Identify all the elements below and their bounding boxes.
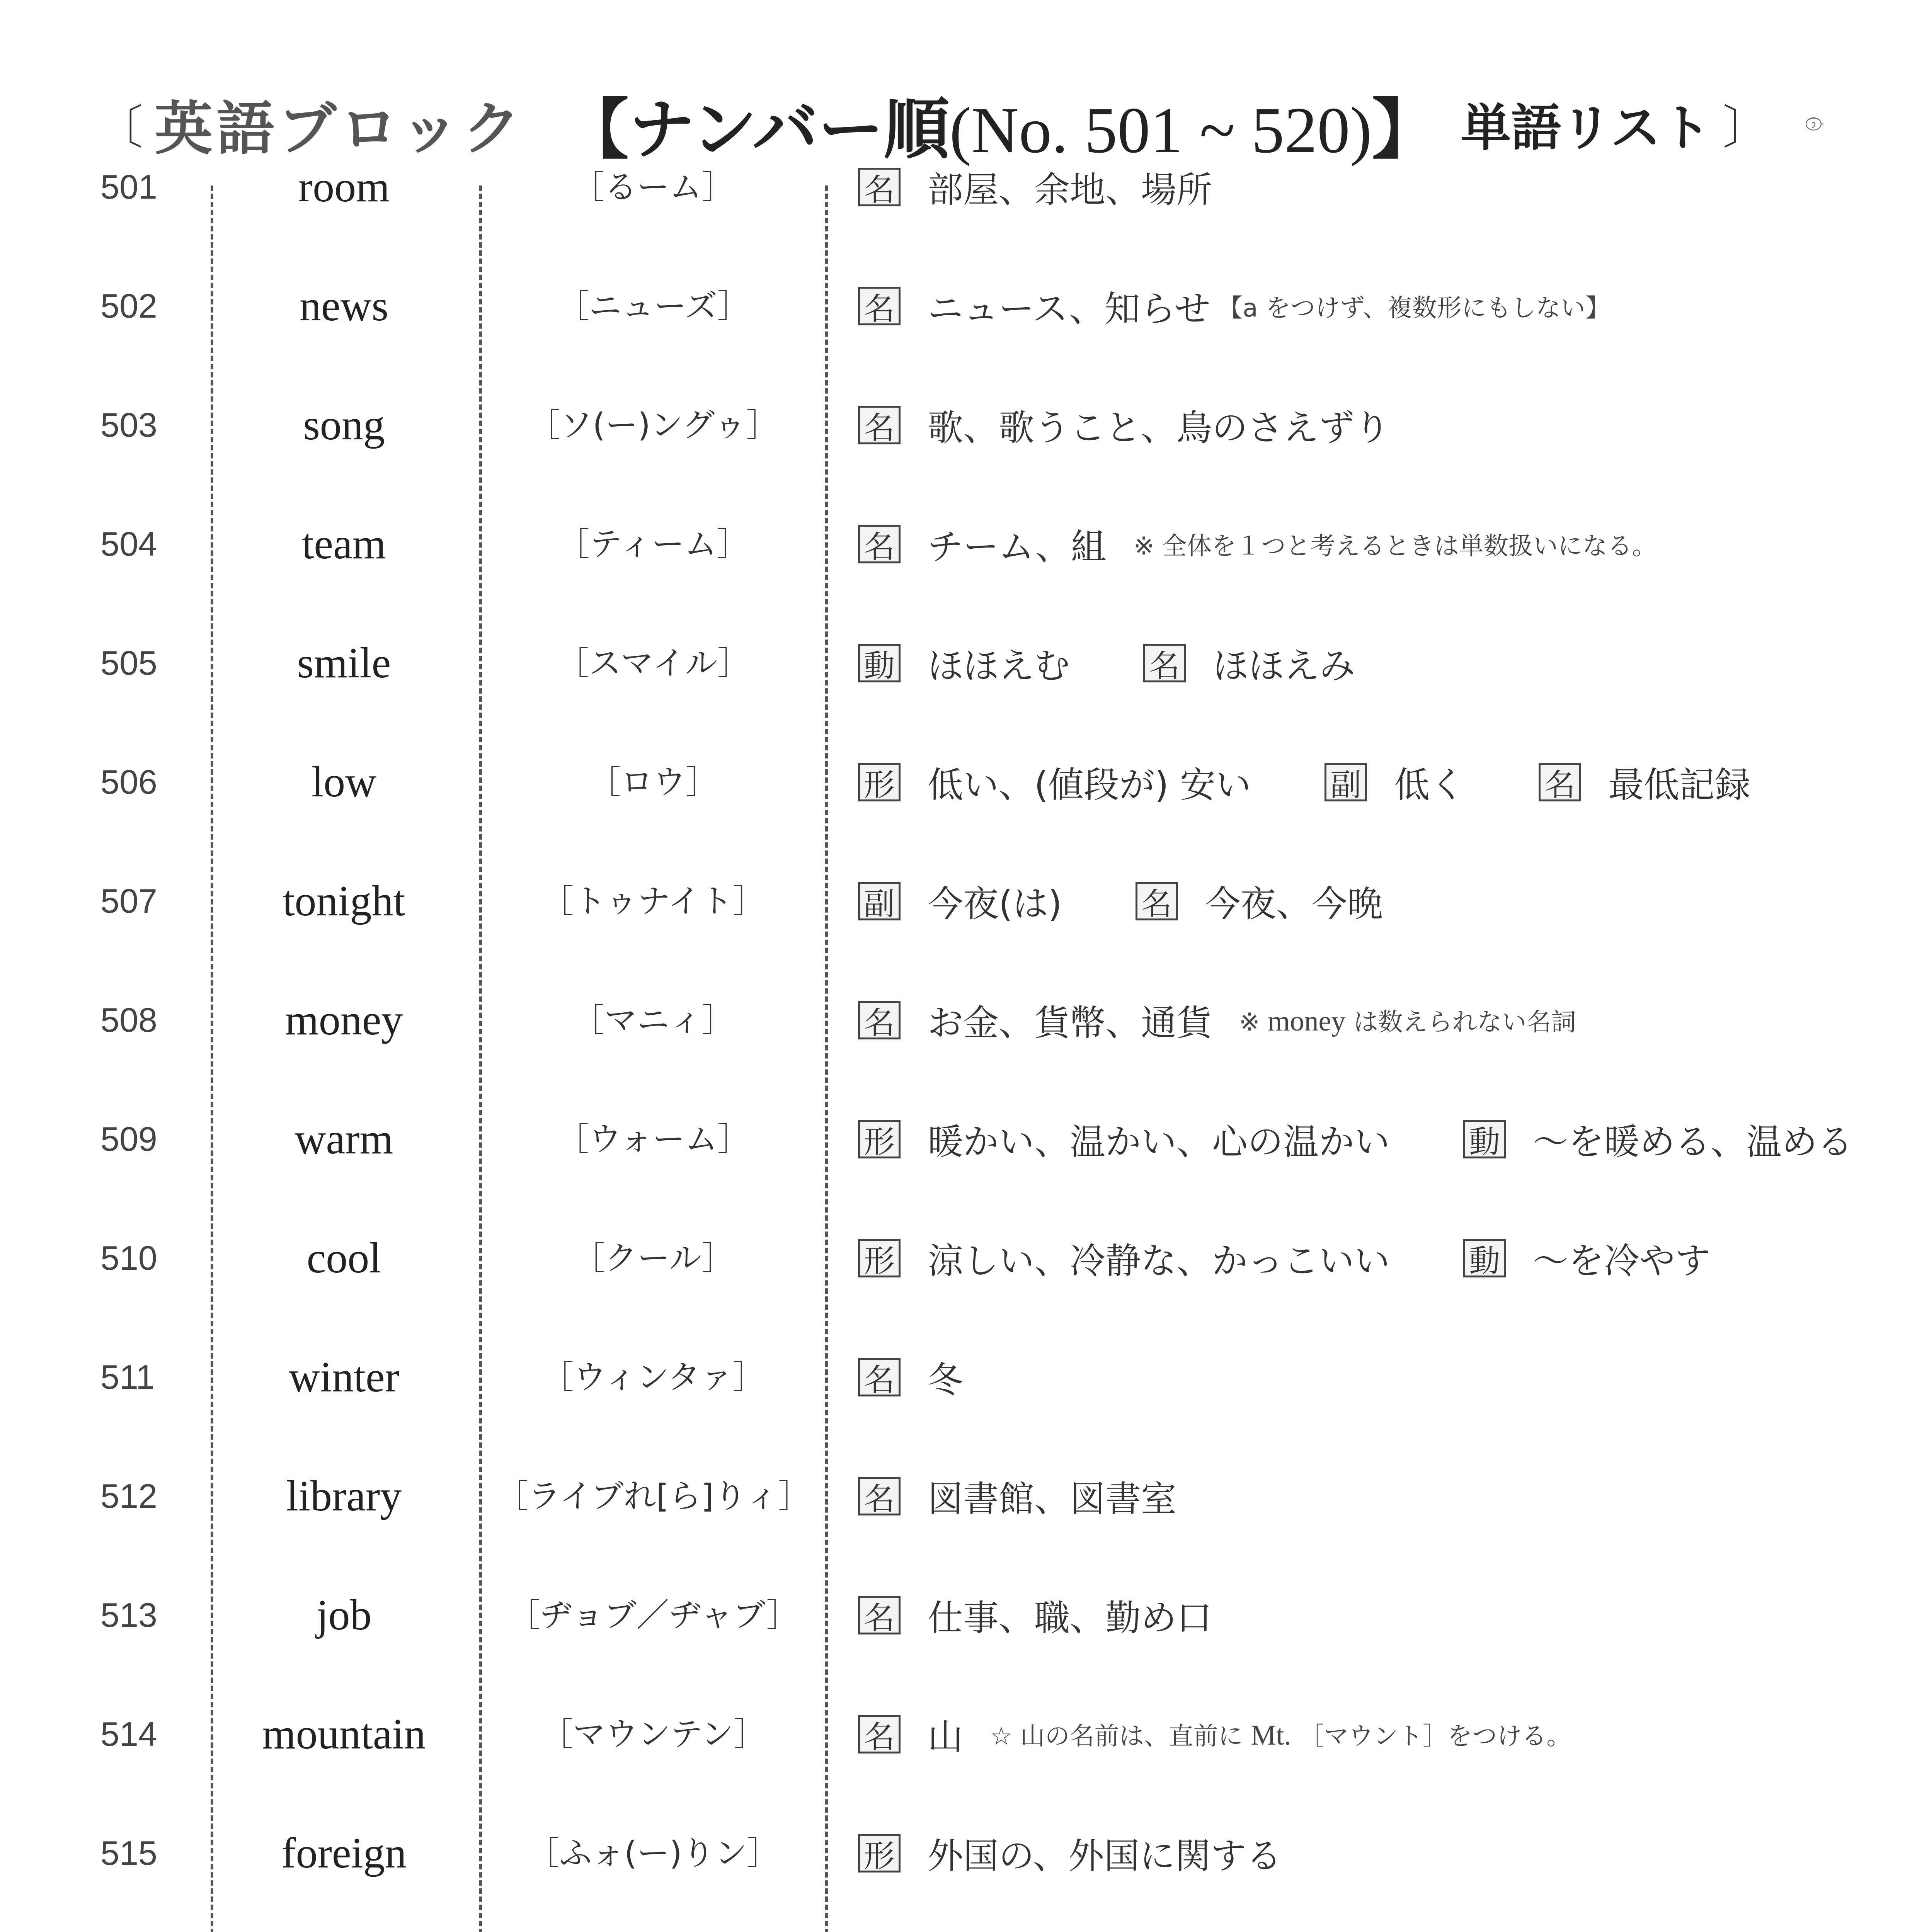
english-word: job — [316, 1591, 372, 1639]
meaning — [858, 366, 1882, 485]
part-of-speech-badge: 名 — [1539, 763, 1581, 801]
english-word: news — [299, 282, 389, 330]
meaning — [858, 1556, 1882, 1675]
part-of-speech-badge: 副 — [858, 882, 901, 920]
title-end: 】 — [1372, 91, 1438, 168]
word-row — [0, 1794, 1917, 1913]
english-word: smile — [297, 639, 391, 687]
word-row — [0, 1556, 1917, 1675]
japanese-gloss: 歌、歌うこと、鳥のさえずり — [928, 407, 1390, 449]
meaning — [858, 723, 1882, 842]
pronunciation: ［ヂョブ／ヂャブ］ — [507, 1596, 799, 1634]
word-number: 513 — [100, 1596, 157, 1634]
japanese-gloss: 今夜、今晩 — [1205, 883, 1383, 925]
word-number: 512 — [100, 1477, 157, 1515]
english-word: tonight — [283, 877, 405, 925]
english-word: money — [285, 996, 403, 1044]
pronunciation: ［ウォーム］ — [556, 1120, 750, 1158]
part-of-speech-badge: 名 — [858, 1596, 901, 1634]
english-word: song — [303, 401, 385, 449]
usage-note — [1239, 1002, 1576, 1038]
part-of-speech-badge: 名 — [858, 406, 901, 444]
word-number: 507 — [100, 882, 157, 920]
meaning — [858, 1675, 1882, 1794]
pronunciation: ［ウィンタァ］ — [541, 1358, 765, 1396]
pronunciation: ［ライブれ[ら]りィ］ — [495, 1477, 811, 1515]
meaning — [858, 604, 1882, 723]
meaning — [858, 485, 1882, 604]
word-number: 505 — [100, 644, 157, 682]
word-row — [0, 604, 1917, 723]
meaning — [858, 1080, 1882, 1199]
pronunciation: ［マニィ］ — [572, 1001, 734, 1039]
part-of-speech-badge: 名 — [858, 1477, 901, 1515]
word-number: 508 — [100, 1001, 157, 1039]
note-text: ［マウント］をつける。 — [1299, 1722, 1571, 1751]
word-row — [0, 366, 1917, 485]
close-bracket: 〕 — [1723, 101, 1769, 155]
word-number: 514 — [100, 1715, 157, 1753]
word-number: 506 — [100, 763, 157, 801]
meaning — [858, 1913, 1882, 1932]
meaning — [858, 128, 1882, 247]
japanese-gloss: 低い、(値段が) 安い — [928, 764, 1251, 806]
word-number: 504 — [100, 525, 157, 563]
pronunciation: ［クール］ — [572, 1239, 734, 1277]
title-range: (No. 501 ~ 520) — [949, 94, 1372, 167]
part-of-speech-badge: 形 — [858, 1120, 901, 1158]
word-row — [0, 128, 1917, 247]
word-row — [0, 1675, 1917, 1794]
pronunciation: ［マウンテン］ — [540, 1715, 766, 1753]
japanese-gloss: 低く — [1394, 764, 1466, 806]
word-number: 511 — [100, 1358, 155, 1396]
note-prefix: ☆ 山の名前は、直前に — [990, 1722, 1243, 1751]
english-word: library — [286, 1472, 402, 1520]
word-row — [0, 961, 1917, 1080]
japanese-gloss: 部屋、余地、場所 — [928, 169, 1212, 211]
english-word: winter — [288, 1353, 400, 1401]
word-number: 503 — [100, 406, 157, 444]
note-english: money — [1267, 1005, 1346, 1037]
part-of-speech-badge: 副 — [1325, 763, 1367, 801]
japanese-gloss: 図書館、図書室 — [928, 1478, 1177, 1520]
word-row — [0, 842, 1917, 961]
meaning — [858, 247, 1882, 366]
english-word: foreign — [281, 1829, 407, 1877]
part-of-speech-badge: 名 — [1143, 644, 1186, 682]
part-of-speech-badge: 形 — [858, 1834, 901, 1872]
japanese-gloss: ほほえむ — [928, 645, 1070, 687]
english-word: room — [298, 163, 390, 211]
japanese-gloss: 冬 — [928, 1359, 964, 1401]
brand-logo-text: 英語ブロック — [155, 95, 525, 163]
part-of-speech-badge: 名 — [1136, 882, 1178, 920]
note-text: は数えられない名詞 — [1353, 1008, 1576, 1037]
word-number: 509 — [100, 1120, 157, 1158]
word-number: 501 — [100, 168, 157, 206]
meaning — [858, 1437, 1882, 1556]
english-word: warm — [295, 1115, 393, 1163]
part-of-speech-badge: 名 — [858, 287, 901, 325]
pronunciation: ［スマイル］ — [556, 644, 750, 682]
usage-note — [990, 1716, 1571, 1752]
english-word: mountain — [262, 1710, 426, 1758]
part-of-speech-badge: 動 — [1463, 1120, 1506, 1158]
part-of-speech-badge: 形 — [858, 763, 901, 801]
word-row — [0, 1080, 1917, 1199]
pronunciation — [483, 1913, 823, 1932]
part-of-speech-badge: 動 — [858, 644, 901, 682]
part-of-speech-badge: 形 — [858, 1239, 901, 1277]
part-of-speech-badge: 名 — [858, 1001, 901, 1039]
meaning — [858, 1794, 1882, 1913]
word-row — [0, 1318, 1917, 1437]
usage-note — [1134, 526, 1657, 562]
part-of-speech-badge: 動 — [1463, 1239, 1506, 1277]
english-word: low — [312, 758, 376, 806]
part-of-speech-badge: 名 — [858, 525, 901, 563]
pronunciation: ［ティーム］ — [557, 525, 749, 563]
open-bracket: 〔 — [97, 101, 143, 155]
japanese-gloss: ～を冷やす — [1533, 1240, 1711, 1282]
title-main: 【ナンバー順 — [563, 91, 950, 168]
pronunciation: ［ロウ］ — [588, 763, 718, 801]
japanese-gloss: お金、貨幣、通貨 — [928, 1002, 1212, 1044]
japanese-gloss: 今夜(は) — [928, 883, 1062, 925]
meaning — [858, 842, 1882, 961]
page-subtitle: 単語リスト — [1461, 98, 1711, 157]
japanese-gloss: 涼しい、冷静な、かっこいい — [928, 1240, 1390, 1282]
meaning — [858, 1318, 1882, 1437]
pronunciation: ［トゥナイト］ — [541, 882, 766, 920]
japanese-gloss: ～を暖める、温める — [1533, 1121, 1853, 1163]
word-number — [100, 1913, 201, 1932]
note-text: 【a をつけず、複数形にもしない】 — [1218, 294, 1610, 323]
japanese-gloss: ニュース、知らせ — [928, 288, 1210, 330]
part-of-speech-badge: 名 — [858, 168, 901, 206]
japanese-gloss: 山 — [928, 1716, 964, 1758]
japanese-gloss: 最低記録 — [1608, 764, 1751, 806]
word-row — [0, 1199, 1917, 1318]
note-text: ※ 全体を１つと考えるときは単数扱いになる。 — [1133, 532, 1657, 561]
english-word: cool — [306, 1234, 381, 1282]
meaning — [858, 1199, 1882, 1318]
word-row — [0, 723, 1917, 842]
pronunciation: ［ふォ(ー)りン］ — [527, 1834, 780, 1872]
pronunciation: ［るーム］ — [572, 168, 734, 206]
word-row — [0, 1437, 1917, 1556]
usage-note — [1218, 288, 1610, 324]
pronunciation: ［ソ(ー)ングゥ］ — [528, 406, 779, 444]
japanese-gloss: チーム、組 — [928, 526, 1107, 568]
pronunciation: ［ニューズ］ — [557, 287, 750, 325]
english-word: team — [302, 520, 386, 568]
meaning — [858, 961, 1882, 1080]
word-row — [0, 485, 1917, 604]
word-number: 502 — [100, 287, 157, 325]
note-prefix: ※ — [1239, 1008, 1260, 1037]
word-row — [0, 1913, 1917, 1932]
part-of-speech-badge: 名 — [858, 1715, 901, 1753]
japanese-gloss: 外国の、外国に関する — [928, 1835, 1282, 1877]
word-number: 515 — [100, 1834, 157, 1872]
word-number: 510 — [100, 1239, 157, 1277]
japanese-gloss: 仕事、職、勤め口 — [928, 1597, 1212, 1639]
japanese-gloss: ほほえみ — [1213, 645, 1355, 687]
note-english: Mt. — [1251, 1719, 1291, 1751]
japanese-gloss: 暖かい、温かい、心の温かい — [928, 1121, 1390, 1163]
part-of-speech-badge: 名 — [858, 1358, 901, 1396]
english-word — [216, 1913, 472, 1932]
word-row — [0, 247, 1917, 366]
